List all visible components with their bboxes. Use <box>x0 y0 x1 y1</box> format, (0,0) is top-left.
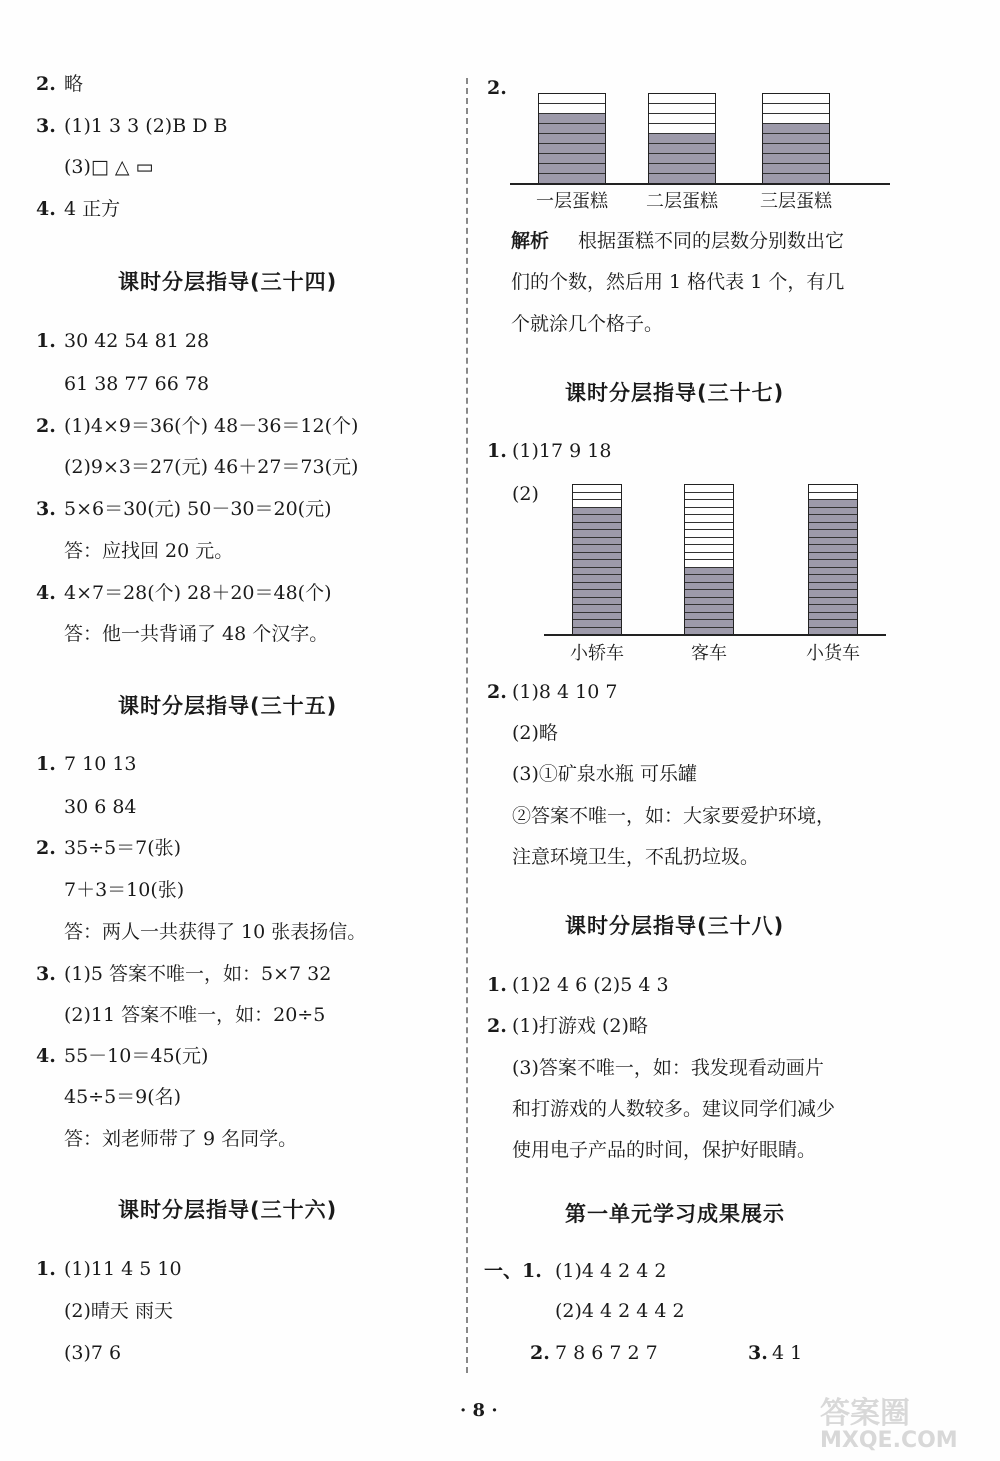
bar-cell <box>809 560 857 568</box>
bar-cell <box>539 94 605 104</box>
s37-line: ②答案不唯一，如：大家要爱护环境， <box>512 805 836 827</box>
bar-cell <box>573 500 621 508</box>
q4-text: 4 正方 <box>64 198 121 220</box>
bar-cell <box>685 493 733 501</box>
bar-label-小货车: 小货车 <box>806 643 860 664</box>
s37-line: (1)8 4 10 7 <box>512 681 618 703</box>
s38-line: 使用电子产品的时间，保护好眼睛。 <box>512 1139 817 1161</box>
s36-line: (3)7 6 <box>64 1342 122 1364</box>
bar-cell <box>539 134 605 144</box>
bar-cell <box>649 124 715 134</box>
bar-cell <box>809 620 857 628</box>
bar-cell <box>809 583 857 591</box>
bar-cell <box>685 598 733 606</box>
s38-line: 和打游戏的人数较多。建议同学们减少 <box>512 1098 836 1120</box>
s37-q1-num: 1. <box>487 440 507 462</box>
unit-num: 3. <box>748 1342 768 1364</box>
section-title-unit: 第一单元学习成果展示 <box>565 1202 785 1226</box>
bar-cell <box>763 94 829 104</box>
analysis-text: 根据蛋糕不同的层数分别数出它 <box>578 230 845 252</box>
s34-line: (2)9×3＝27(元) 46＋27＝73(元) <box>64 456 359 478</box>
bar-label-二层蛋糕: 二层蛋糕 <box>646 191 718 212</box>
x-axis <box>510 183 890 185</box>
analysis-text: 们的个数，然后用 1 格代表 1 个，有几 <box>511 271 845 293</box>
bar-cell <box>809 568 857 576</box>
bar-cell <box>539 124 605 134</box>
bar-cell <box>763 114 829 124</box>
bar-cell <box>685 613 733 621</box>
bar-cell <box>809 575 857 583</box>
bar-cell <box>573 560 621 568</box>
q3-text: (1)1 3 3 (2)B D B <box>64 115 228 137</box>
bar-cell <box>573 553 621 561</box>
watermark-logo: 答案圈 <box>820 1396 910 1431</box>
s35-line: 7 10 13 <box>64 753 137 775</box>
bar-cell <box>685 523 733 531</box>
bar-三层蛋糕 <box>762 93 830 183</box>
s35-line: (2)11 答案不唯一，如：20÷5 <box>64 1004 326 1026</box>
bar-cell <box>685 575 733 583</box>
bar-cell <box>685 530 733 538</box>
bar-cell <box>539 144 605 154</box>
s34-line: 4×7＝28(个) 28＋20＝48(个) <box>64 582 332 604</box>
x-axis <box>544 634 886 636</box>
s38-num: 2. <box>487 1015 507 1037</box>
bar-cell <box>685 560 733 568</box>
section-title-38: 课时分层指导(三十八) <box>565 914 785 938</box>
bar-cell <box>685 545 733 553</box>
bar-cell <box>573 538 621 546</box>
bar-cell <box>809 500 857 508</box>
bar-cell <box>809 605 857 613</box>
page-number: · 8 · <box>460 1400 498 1421</box>
bar-cell <box>573 605 621 613</box>
s35-line: 30 6 84 <box>64 796 137 818</box>
s35-num: 3. <box>36 963 56 985</box>
bar-cell <box>539 114 605 124</box>
s34-line: 61 38 77 66 78 <box>64 373 210 395</box>
bar-cell <box>809 523 857 531</box>
bar-cell <box>573 493 621 501</box>
s37-sub2: (2) <box>512 483 539 505</box>
bar-cell <box>809 613 857 621</box>
s34-num: 2. <box>36 415 56 437</box>
bar-cell <box>573 620 621 628</box>
right-q2-num: 2. <box>487 77 507 99</box>
bar-cell <box>685 590 733 598</box>
bar-cell <box>809 598 857 606</box>
s34-num: 4. <box>36 582 56 604</box>
s38-line: (1)2 4 6 (2)5 4 3 <box>512 974 669 996</box>
s34-line: 答：他一共背诵了 48 个汉字。 <box>64 623 329 645</box>
bar-cell <box>809 515 857 523</box>
s35-line: 7＋3＝10(张) <box>64 879 185 901</box>
s34-line: 答：应找回 20 元。 <box>64 540 234 562</box>
bar-cell <box>685 620 733 628</box>
bar-cell <box>573 515 621 523</box>
bar-cell <box>573 575 621 583</box>
bar-cell <box>685 605 733 613</box>
bar-小轿车 <box>572 484 622 634</box>
bar-cell <box>809 553 857 561</box>
unit-line: (2)4 4 2 4 4 2 <box>555 1300 685 1322</box>
bar-label-一层蛋糕: 一层蛋糕 <box>536 191 608 212</box>
bar-cell <box>573 545 621 553</box>
s37-line: (3)①矿泉水瓶 可乐罐 <box>512 763 697 785</box>
unit-line: 4 1 <box>772 1342 803 1364</box>
bar-cell <box>649 154 715 164</box>
s37-line: 注意环境卫生，不乱扔垃圾。 <box>512 846 760 868</box>
bar-cell <box>809 538 857 546</box>
s35-num: 4. <box>36 1045 56 1067</box>
bar-cell <box>649 164 715 174</box>
bar-cell <box>809 493 857 501</box>
bar-cell <box>573 485 621 493</box>
analysis-text: 个就涂几个格子。 <box>511 313 664 335</box>
s34-line: (1)4×9＝36(个) 48－36＝12(个) <box>64 415 359 437</box>
s36-line: (2)晴天 雨天 <box>64 1300 173 1322</box>
bar-二层蛋糕 <box>648 93 716 183</box>
q2-num: 2. <box>36 73 56 95</box>
s35-line: (1)5 答案不唯一，如：5×7 32 <box>64 963 332 985</box>
section-title-35: 课时分层指导(三十五) <box>118 694 338 718</box>
bar-cell <box>685 508 733 516</box>
bar-cell <box>573 523 621 531</box>
section-title-36: 课时分层指导(三十六) <box>118 1198 338 1222</box>
bar-cell <box>649 144 715 154</box>
bar-cell <box>809 508 857 516</box>
bar-cell <box>763 124 829 134</box>
bar-cell <box>573 613 621 621</box>
bar-cell <box>685 515 733 523</box>
bar-cell <box>685 553 733 561</box>
s34-num: 3. <box>36 498 56 520</box>
s34-line: 5×6＝30(元) 50－30＝20(元) <box>64 498 332 520</box>
q3-sub3: (3)□ △ ▭ <box>64 156 154 178</box>
bar-cell <box>763 134 829 144</box>
bar-cell <box>649 94 715 104</box>
bar-cell <box>685 500 733 508</box>
bar-cell <box>539 164 605 174</box>
q4-num: 4. <box>36 198 56 220</box>
bar-cell <box>809 590 857 598</box>
bar-cell <box>573 598 621 606</box>
s35-line: 答：刘老师带了 9 名同学。 <box>64 1128 298 1150</box>
bar-label-小轿车: 小轿车 <box>570 643 624 664</box>
bar-cell <box>539 154 605 164</box>
bar-cell <box>685 568 733 576</box>
s34-line: 30 42 54 81 28 <box>64 330 210 352</box>
bar-cell <box>573 508 621 516</box>
s34-num: 1. <box>36 330 56 352</box>
s36-num: 1. <box>36 1258 56 1280</box>
section-title-37: 课时分层指导(三十七) <box>565 381 785 405</box>
cake-bar-chart <box>510 90 890 210</box>
unit-num: 一、1. <box>484 1260 542 1282</box>
bar-cell <box>809 545 857 553</box>
bar-cell <box>685 583 733 591</box>
bar-cell <box>649 134 715 144</box>
s35-line: 答：两人一共获得了 10 张表扬信。 <box>64 921 367 943</box>
unit-line: (1)4 4 2 4 2 <box>555 1260 667 1282</box>
section-title-34: 课时分层指导(三十四) <box>118 270 338 294</box>
vehicle-bar-chart <box>540 484 890 664</box>
bar-cell <box>539 104 605 114</box>
bar-cell <box>763 104 829 114</box>
bar-cell <box>573 590 621 598</box>
watermark-url: MXQE.COM <box>820 1428 958 1453</box>
s38-line: (3)答案不唯一，如：我发现看动画片 <box>512 1057 824 1079</box>
column-divider <box>466 78 468 1373</box>
s35-line: 45÷5＝9(名) <box>64 1086 182 1108</box>
s36-line: (1)11 4 5 10 <box>64 1258 182 1280</box>
bar-label-三层蛋糕: 三层蛋糕 <box>760 191 832 212</box>
q2-text: 略 <box>64 73 84 95</box>
bar-cell <box>573 583 621 591</box>
bar-一层蛋糕 <box>538 93 606 183</box>
bar-cell <box>685 485 733 493</box>
s35-line: 55－10＝45(元) <box>64 1045 209 1067</box>
unit-line: 7 8 6 7 2 7 <box>555 1342 658 1364</box>
bar-cell <box>573 530 621 538</box>
bar-cell <box>649 114 715 124</box>
bar-cell <box>809 485 857 493</box>
s37-q1-text: (1)17 9 18 <box>512 440 612 462</box>
bar-cell <box>763 154 829 164</box>
s35-num: 1. <box>36 753 56 775</box>
s37-num: 2. <box>487 681 507 703</box>
s38-line: (1)打游戏 (2)略 <box>512 1015 648 1037</box>
bar-cell <box>649 104 715 114</box>
s35-num: 2. <box>36 837 56 859</box>
analysis-label: 解析 <box>511 230 550 252</box>
s38-num: 1. <box>487 974 507 996</box>
bar-label-客车: 客车 <box>691 643 727 664</box>
bar-cell <box>763 144 829 154</box>
bar-小货车 <box>808 484 858 634</box>
s35-line: 35÷5＝7(张) <box>64 837 182 859</box>
s37-line: (2)略 <box>512 722 558 744</box>
bar-cell <box>763 164 829 174</box>
unit-num: 2. <box>530 1342 550 1364</box>
q3-num: 3. <box>36 115 56 137</box>
bar-cell <box>809 530 857 538</box>
bar-cell <box>685 538 733 546</box>
bar-cell <box>573 568 621 576</box>
bar-客车 <box>684 484 734 634</box>
